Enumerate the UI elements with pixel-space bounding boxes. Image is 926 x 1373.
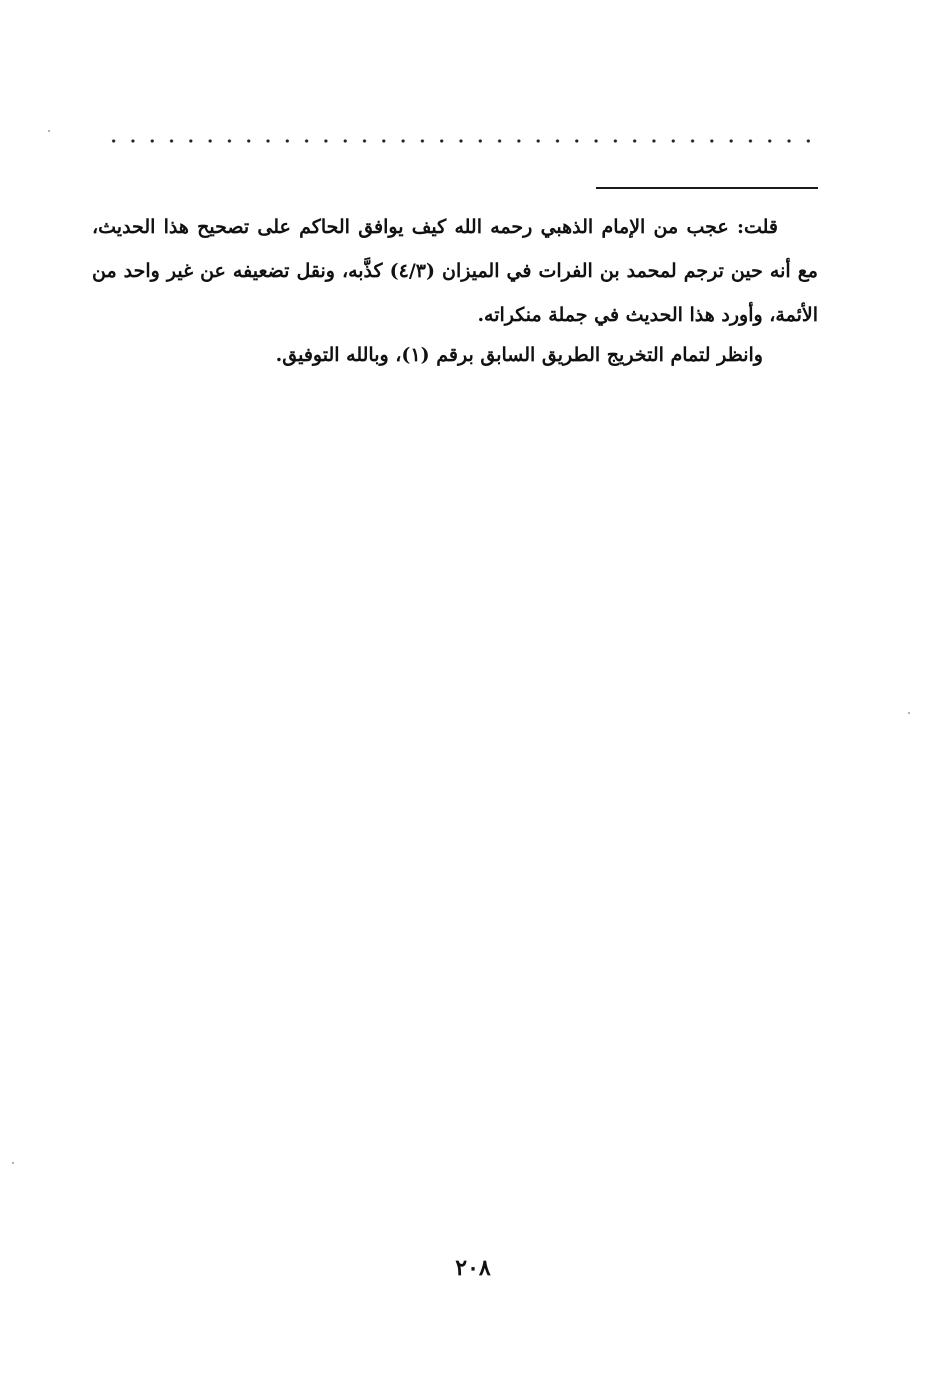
- dotted-separator: [104, 138, 816, 144]
- footnote-rule: [596, 187, 818, 189]
- footnote-text-block: [92, 205, 818, 377]
- scan-speck: [48, 130, 50, 132]
- footnote-paragraph-2: وانظر لتمام التخريج الطريق السابق برقم (١)، وبالله التوفيق.: [275, 344, 763, 366]
- scan-speck: [12, 1162, 14, 1164]
- page-number: ٢٠٨: [455, 1255, 491, 1281]
- scan-speck: [908, 712, 910, 714]
- footnote-paragraph-1: قلت: عجب من الإمام الذهبي رحمه الله كيف يوافق الحاكم على تصحيح هذا الحديث، مع أنه حين ترجم لمحمد بن الفرات في الميزان (٤/٣) كذَّبه، ونقل تضعيفه عن غير واحد من الأئمة، وأورد هذا الحديث في جملة منكراته.: [92, 216, 818, 326]
